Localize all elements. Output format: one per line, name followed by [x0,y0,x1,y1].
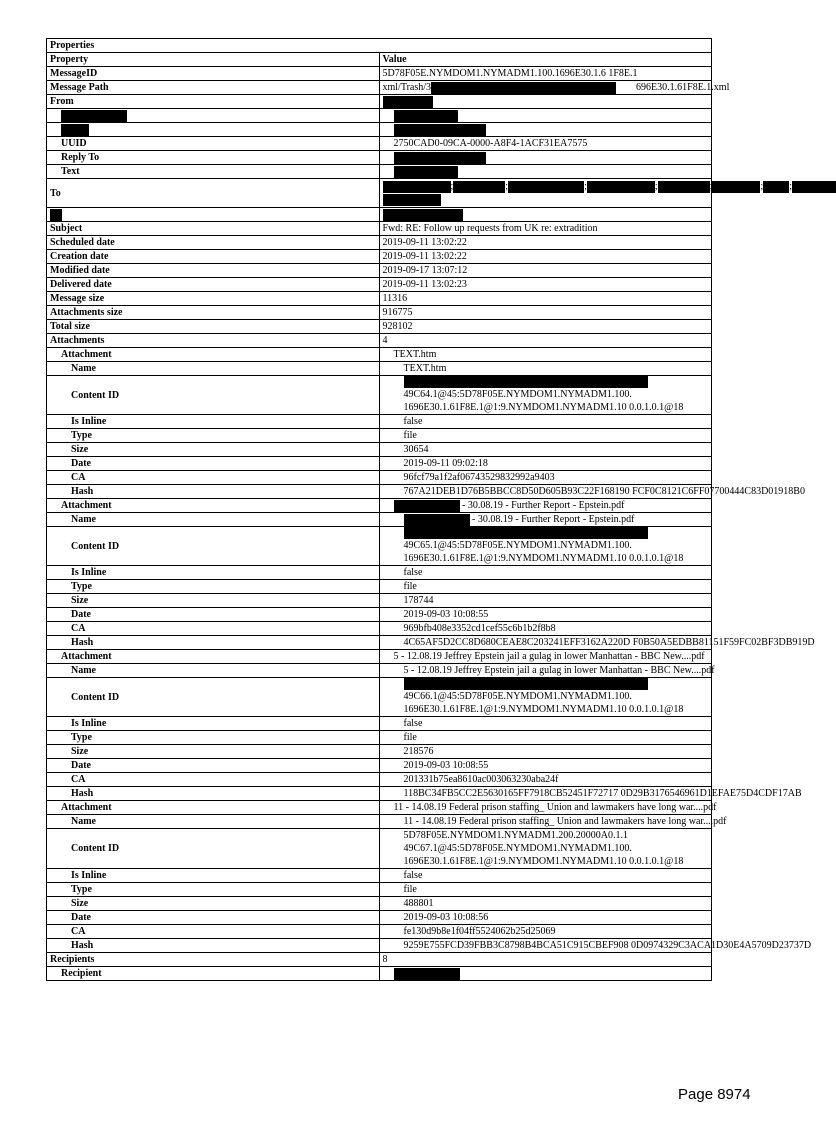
creation-date-label: Creation date [47,250,380,264]
modified-date-label: Modified date [47,264,380,278]
redaction-bar [587,181,655,193]
date-value: 2019-09-11 09:02:18 [379,457,712,471]
is-inline-value: false [379,415,712,429]
ca-label: CA [47,925,380,939]
redacted-label [47,109,380,123]
redaction-bar [394,968,460,980]
message-path-label: Message Path [47,81,380,95]
redaction-bar [453,181,505,193]
total-size-value: 928102 [379,320,712,334]
size-value: 218576 [379,745,712,759]
date-value: 2019-09-03 10:08:55 [379,608,712,622]
hash-label: Hash [47,939,380,953]
redaction-bar [404,678,648,690]
content-id-line: 49C64.1@45:5D78F05E.NYMDOM1.NYMADM1.100. [403,389,632,400]
delivered-date-value: 2019-09-11 13:02:23 [379,278,712,292]
redacted-value [379,208,712,222]
content-id-label: Content ID [47,527,380,566]
attachments-label: Attachments [47,334,380,348]
redaction-bar [394,152,486,164]
size-value: 30654 [379,443,712,457]
attachment-name-value: 5 - 12.08.19 Jeffrey Epstein jail a gulag in lower Manhattan - BBC New....pdf [379,664,712,678]
creation-date-value: 2019-09-11 13:02:22 [379,250,712,264]
redaction-bar [792,181,836,193]
to-label: To [47,179,380,208]
type-label: Type [47,731,380,745]
hash-value: 118BC34FB5CC2E5630165FF7918CB52451F72717 0D29B3176546961D1EFAE75D4CDF17AB [379,787,712,801]
redaction-bar [61,110,127,122]
message-id-value: 5D78F05E.NYMDOM1.NYMADM1.100.1696E30.1.6 1F8E.1 [379,67,712,81]
properties-table [46,38,815,981]
content-id-line: 1696E30.1.61F8E.1@1:9.NYMDOM1.NYMADM1.10 0.0.1.0.1@18 [403,704,684,715]
content-id-label: Content ID [47,376,380,415]
is-inline-value: false [379,566,712,580]
type-label: Type [47,580,380,594]
redaction-bar [404,527,648,539]
size-label: Size [47,745,380,759]
ca-label: CA [47,773,380,787]
content-id-value [379,829,712,869]
message-path-value [379,81,730,95]
message-id-label: MessageID [47,67,380,81]
date-label: Date [47,457,380,471]
is-inline-label: Is Inline [47,717,380,731]
redacted-label [47,123,380,137]
attachment-name-label: Name [47,815,380,829]
text-label: Text [47,165,380,179]
content-id-value [379,527,712,566]
attachment-name-value: TEXT.htm [379,362,712,376]
type-value: file [379,580,712,594]
redaction-bar [712,181,760,193]
redaction-bar [383,194,441,206]
redaction-bar [404,514,470,526]
message-size-value: 11316 [379,292,712,306]
total-size-label: Total size [47,320,380,334]
reply-to-value [379,151,712,165]
uuid-label: UUID [47,137,380,151]
ca-label: CA [47,471,380,485]
date-label: Date [47,608,380,622]
hash-label: Hash [47,485,380,499]
subject-value: Fwd: RE: Follow up requests from UK re: extradition [379,222,712,236]
recipient-value [379,967,712,981]
scheduled-date-value: 2019-09-11 13:02:22 [379,236,712,250]
content-id-label: Content ID [47,829,380,869]
ca-value: 969bfb408e3352cd1cef55c6b1b2f8b8 [379,622,712,636]
type-value: file [379,883,712,897]
content-id-line: 1696E30.1.61F8E.1@1:9.NYMDOM1.NYMADM1.10 0.0.1.0.1@18 [403,553,684,564]
attachment-label: Attachment [47,499,380,513]
redaction-bar [383,96,433,108]
redaction-bar [394,110,458,122]
attachment-label: Attachment [47,801,380,815]
redaction-bar [383,181,451,193]
attachment-filename: - 30.08.19 - Further Report - Epstein.pdf [472,514,635,525]
recipients-count: 8 [379,953,712,967]
size-value: 488801 [379,897,712,911]
uuid-value: 2750CAD0-09CA-0000-A8F4-1ACF31EA7575 [379,137,712,151]
attachment-name-value [379,513,712,527]
content-id-line: 1696E30.1.61F8E.1@1:9.NYMDOM1.NYMADM1.10 0.0.1.0.1@18 [403,402,684,413]
size-value: 178744 [379,594,712,608]
date-label: Date [47,911,380,925]
hash-label: Hash [47,787,380,801]
is-inline-label: Is Inline [47,566,380,580]
hash-value: 767A21DEB1D76B5BBCC8D50D605B93C22F168190 FCF0C8121C6FF07700444C83D01918B0 [379,485,712,499]
is-inline-label: Is Inline [47,869,380,883]
content-id-value [379,678,712,717]
attachments-size-label: Attachments size [47,306,380,320]
attachment-name-label: Name [47,513,380,527]
subject-label: Subject [47,222,380,236]
header-property: Property [47,53,380,67]
redaction-bar [404,376,648,388]
message-size-label: Message size [47,292,380,306]
is-inline-label: Is Inline [47,415,380,429]
ca-label: CA [47,622,380,636]
recipient-label: Recipient [47,967,380,981]
attachments-size-value: 916775 [379,306,712,320]
attachment-label: Attachment [47,348,380,362]
redaction-bar [61,124,89,136]
content-id-line: 5D78F05E.NYMDOM1.NYMADM1.200.20000A0.1.1 [403,830,628,841]
ca-value: fe130d9b8e1f04ff5524062b25d25069 [379,925,712,939]
page-number: Page 8974 [678,1086,751,1103]
message-path-suffix: 696E30.1.61F8E.1.xml [636,82,730,93]
ca-value: 201331b75ea8610ac003063230aba24f [379,773,712,787]
content-id-value [379,376,712,415]
attachment-name-label: Name [47,362,380,376]
modified-date-value: 2019-09-17 13:07:12 [379,264,712,278]
to-value: ; ; ; ; ; ; ; [379,179,712,208]
section-title: Properties [47,39,712,53]
size-label: Size [47,443,380,457]
redaction-bar [658,181,710,193]
content-id-label: Content ID [47,678,380,717]
attachment-value: 5 - 12.08.19 Jeffrey Epstein jail a gulag in lower Manhattan - BBC New....pdf [379,650,712,664]
redaction-bar [50,209,62,221]
hash-value: 4C65AF5D2CC8D680CEAE8C203241EFF3162A220D F0B50A5EDBB81151F59FC02BF3DB919D [379,636,712,650]
message-path-prefix: xml/Trash/3 [382,82,432,93]
redaction-bar [394,500,460,512]
text-value [379,165,712,179]
attachment-label: Attachment [47,650,380,664]
attachment-filename: - 30.08.19 - Further Report - Epstein.pdf [462,500,625,511]
redaction-bar [431,82,616,94]
ca-value: 96fcf79a1f2af06743529832992a9403 [379,471,712,485]
recipients-label: Recipients [47,953,380,967]
attachments-count: 4 [379,334,712,348]
header-value: Value [379,53,712,67]
attachment-name-label: Name [47,664,380,678]
redaction-bar [763,181,789,193]
content-id-line: 49C65.1@45:5D78F05E.NYMDOM1.NYMADM1.100. [403,540,632,551]
content-id-line: 49C67.1@45:5D78F05E.NYMDOM1.NYMADM1.100. [403,843,632,854]
content-id-line: 1696E30.1.61F8E.1@1:9.NYMDOM1.NYMADM1.10 0.0.1.0.1@18 [403,856,684,867]
redaction-bar [383,209,463,221]
redacted-label [47,208,380,222]
redacted-value [379,123,712,137]
delivered-date-label: Delivered date [47,278,380,292]
attachment-value [379,499,712,513]
date-value: 2019-09-03 10:08:56 [379,911,712,925]
size-label: Size [47,897,380,911]
redacted-value [379,109,712,123]
type-label: Type [47,429,380,443]
content-id-line: 49C66.1@45:5D78F05E.NYMDOM1.NYMADM1.100. [403,691,632,702]
hash-value: 9259E755FCD39FBB3C8798B4BCA51C915CBEF908 0D0974329C3ACA1D30E4A5709D23737D [379,939,712,953]
is-inline-value: false [379,869,712,883]
type-label: Type [47,883,380,897]
attachment-value: TEXT.htm [379,348,712,362]
date-value: 2019-09-03 10:08:55 [379,759,712,773]
size-label: Size [47,594,380,608]
attachment-value: 11 - 14.08.19 Federal prison staffing_ Union and lawmakers have long war....pdf [379,801,712,815]
hash-label: Hash [47,636,380,650]
redaction-bar [508,181,584,193]
reply-to-label: Reply To [47,151,380,165]
date-label: Date [47,759,380,773]
from-value [379,95,712,109]
type-value: file [379,429,712,443]
redaction-bar [394,166,458,178]
scheduled-date-label: Scheduled date [47,236,380,250]
attachment-name-value: 11 - 14.08.19 Federal prison staffing_ Union and lawmakers have long war....pdf [379,815,712,829]
is-inline-value: false [379,717,712,731]
type-value: file [379,731,712,745]
from-label: From [47,95,380,109]
redaction-bar [394,124,486,136]
